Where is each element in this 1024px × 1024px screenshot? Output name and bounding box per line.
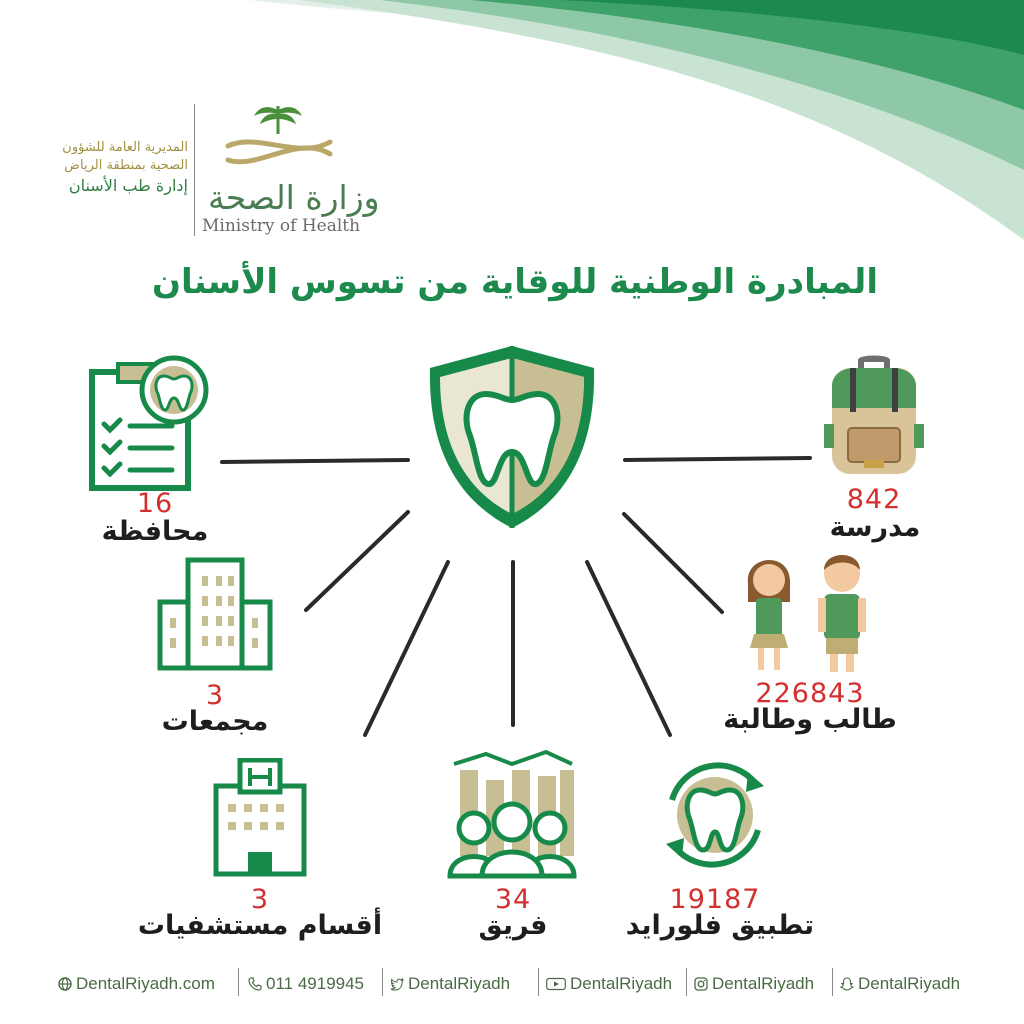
footer-separator — [238, 968, 239, 996]
teams-label: فريق — [478, 910, 548, 941]
footer-separator — [538, 968, 539, 996]
snapchat-ghost-icon — [840, 977, 854, 991]
ministry-name-ar: وزارة الصحة — [208, 178, 380, 217]
page-title: المبادرة الوطنية للوقاية من تسوس الأسنان — [152, 262, 878, 302]
footer-youtube[interactable] — [546, 973, 672, 995]
dept-line-3: إدارة طب الأسنان — [68, 176, 188, 195]
dept-line-2: الصحية بمنطقة الرياض — [64, 158, 188, 173]
teams-count: 34 — [494, 884, 532, 915]
hospital-icon — [212, 758, 308, 878]
team-icon — [446, 746, 578, 880]
twitter-icon — [390, 977, 404, 991]
students-kids-icon — [742, 544, 874, 674]
footer-phone[interactable] — [248, 973, 364, 995]
footer-instagram-text: DentalRiyadh — [712, 974, 815, 993]
students-count: 226843 — [755, 678, 865, 709]
footer-separator — [382, 968, 383, 996]
fluoride-label: تطبيق فلورايد — [625, 910, 815, 941]
globe-icon — [58, 977, 72, 991]
schools-count: 842 — [846, 484, 902, 515]
school-backpack-icon — [824, 354, 924, 478]
footer-website-text: DentalRiyadh.com — [76, 974, 215, 993]
footer-instagram[interactable] — [694, 973, 814, 995]
footer-twitter-text: DentalRiyadh — [408, 974, 511, 993]
students-label: طالب وطالبة — [723, 704, 897, 735]
hospitals-label: أقسام مستشفيات — [137, 910, 383, 941]
buildings-icon — [156, 556, 274, 672]
complexes-count: 3 — [205, 680, 225, 711]
footer-snapchat-text: DentalRiyadh — [858, 974, 961, 993]
governorates-label: محافظة — [101, 516, 209, 547]
footer-website[interactable] — [58, 973, 215, 995]
footer-separator — [832, 968, 833, 996]
footer-youtube-text: DentalRiyadh — [570, 974, 673, 993]
governorates-count: 16 — [136, 488, 174, 519]
shield-tooth-icon — [424, 342, 600, 532]
instagram-icon — [694, 977, 708, 991]
footer-twitter[interactable] — [390, 973, 510, 995]
fluoride-cycle-icon — [652, 750, 778, 880]
schools-label: مدرسة — [829, 512, 921, 543]
footer-snapchat[interactable] — [840, 973, 960, 995]
clipboard-tooth-icon — [88, 352, 212, 492]
ministry-name-en: Ministry of Health — [202, 216, 361, 236]
phone-icon — [248, 977, 262, 991]
dept-line-1: المديرية العامة للشؤون — [62, 140, 188, 155]
hospitals-count: 3 — [250, 884, 270, 915]
footer-phone-text: 011 4919945 — [266, 974, 365, 993]
fluoride-count: 19187 — [669, 884, 761, 915]
footer-separator — [686, 968, 687, 996]
youtube-icon — [546, 977, 566, 991]
complexes-label: مجمعات — [161, 706, 269, 737]
